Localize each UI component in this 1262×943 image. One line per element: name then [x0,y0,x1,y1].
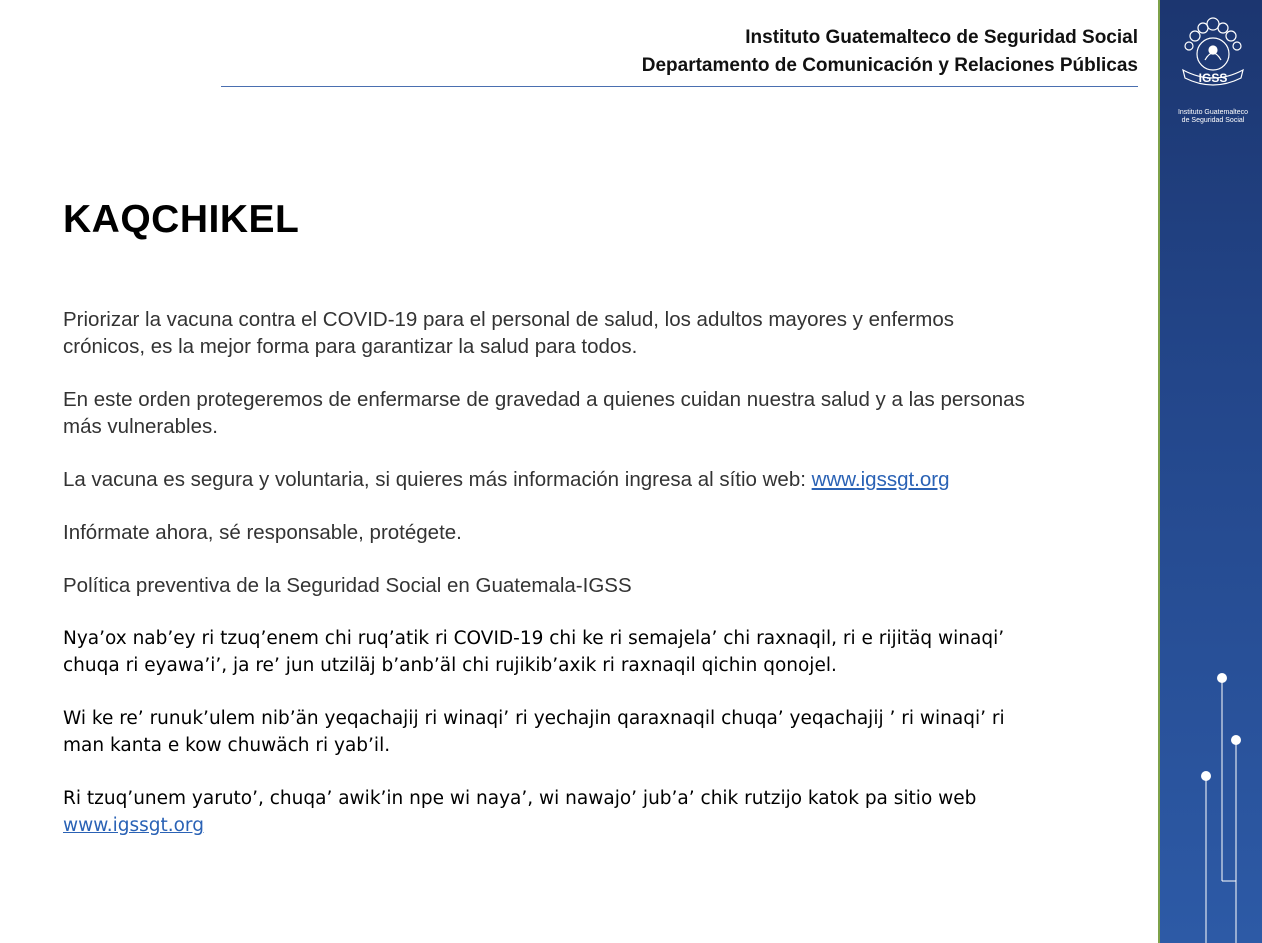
spanish-paragraph-2: En este orden protegeremos de enfermarse de gravedad a quienes cuidan nuestra salud y a las personas más vulnerables. [63,388,1025,438]
igss-mark-text: IGSS [1198,71,1228,85]
igss-logo [1174,12,1252,125]
logo-caption-line1: Instituto Guatemalteco [1177,109,1249,116]
spanish-paragraph-4: Infórmate ahora, sé responsable, protégete. [63,521,462,544]
logo-caption-line2: de Seguridad Social [1181,117,1245,124]
spanish-paragraph-1: Priorizar la vacuna contra el COVID-19 para el personal de salud, los adultos mayores y enfermos crónicos, es la mejor forma para garantizar la salud para todos. [63,308,955,358]
sidebar-banner [1158,0,1262,943]
kaqchikel-paragraph-3: Ri tzuq’unem yaruto’, chuqa’ awik’in npe wi naya’, wi nawajo’ jub’a’ chik rutzijo katok pa sitio web www.igssgt.org [63,788,977,836]
header [642,24,1138,80]
kaqchikel-paragraph-1: Nya’ox nab’ey ri tzuq’enem chi ruq’atik ri COVID-19 chi ke ri semajela’ chi raxnaqil, ri e rijitäq winaqi’ chuqa ri eyawa’i’, ja re’ jun utziläj b’anb’äl chi rujikib’axik ri raxnaqil qichin qonojel. [63,628,1005,676]
spanish-paragraph-5: Política preventiva de la Seguridad Social en Guatemala-IGSS [63,574,632,597]
header-divider [221,86,1138,87]
circuit-lines-decoration [1160,660,1262,943]
header-institution: Instituto Guatemalteco de Seguridad Social [745,27,1138,48]
main-content [63,306,1103,839]
website-link[interactable]: www.igssgt.org [811,468,950,491]
igss-emblem-icon [1175,12,1251,102]
page-title: KAQCHIKEL [63,198,300,241]
kaqchikel-website-link[interactable]: www.igssgt.org [63,815,204,836]
spanish-paragraph-3: La vacuna es segura y voluntaria, si quieres más información ingresa al sítio web: www.igssgt.org [63,468,950,491]
header-department: Departamento de Comunicación y Relaciones Públicas [641,55,1138,76]
kaqchikel-paragraph-2: Wi ke re’ runuk’ulem nib’än yeqachajij ri winaqi’ ri yechajin qaraxnaqil chuqa’ yeqachajij ’ ri winaqi’ ri man kanta e kow chuwäch ri yab’il. [63,708,1005,756]
